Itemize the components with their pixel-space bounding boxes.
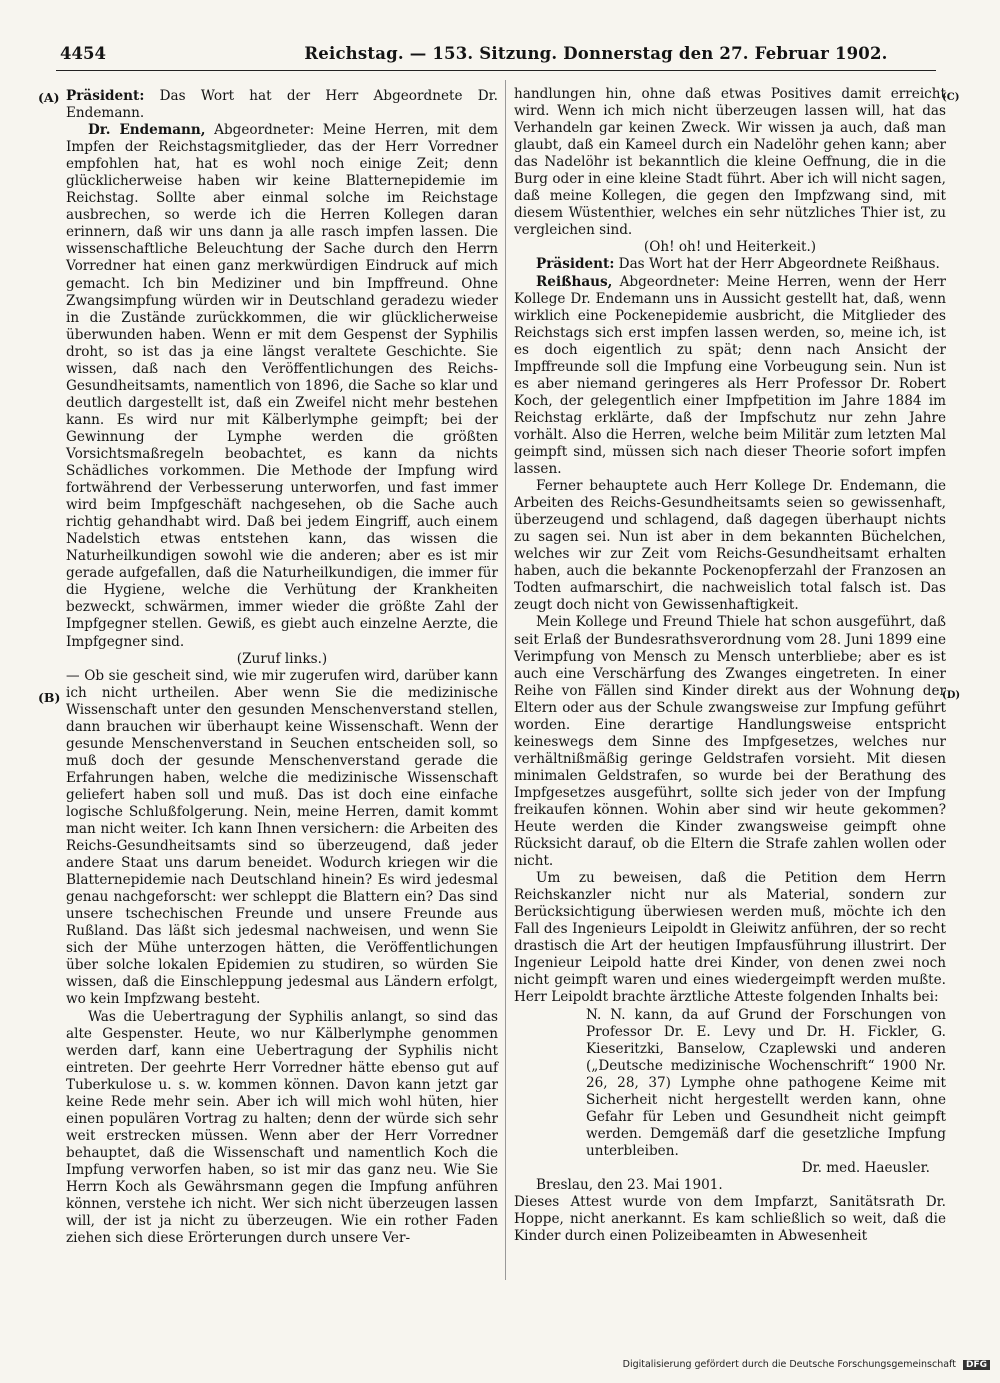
margin-mark-c: (C) [942, 92, 960, 103]
paragraph [66, 1009, 498, 1248]
paragraph [514, 86, 946, 239]
paragraph-text: Das Wort hat der Herr Abgeordnete Dr. Endemann. [66, 88, 498, 122]
paragraph-text: — Ob sie gescheit sind, wie mir zugerufen wird, darüber kann ich nicht urtheilen. Aber wenn Sie die medizinische Wissenschaft unter den gesunden Menschenverstand stellen, dann brauchen wir überhaupt keine Wissenschaft. Wenn der gesunde Menschenverstand in Seuchen entscheiden soll, so muß doch der gesunde Menschenverstand gerade die Erfahrungen haben, welche die medizinische Wissenschaft geliefert haben soll und muß. Das ist doch eine einfache logische Schlußfolgerung. Nein, meine Herren, damit kommt man nicht weiter. Ich kann Ihnen versichern: die Arbeiten des Reichs-Gesundheitsamts sind so überzeugend, daß jeder andere Staat uns darum beneidet. Wodurch kriegen wir die Blatternepidemie nach Deutschland hinein? Es wird jedesmal genau nachgeforscht: wer schleppt die Blattern ein? Das sind unsere tschechischen Freunde und unsere Freunde aus Rußland. Das läßt sich jedesmal nachweisen, und wenn Sie sich der Mühe unterzogen hätten, die Veröffentlichungen über solche lokalen Epidemien zu studiren, so würden Sie wissen, daß die Einschleppung jedesmal aus Ländern erfolgt, wo kein Impfzwang besteht. [66, 667, 498, 1008]
paragraph-text: Dieses Attest wurde von dem Impfarzt, Sanitätsrath Dr. Hoppe, nicht anerkannt. Es kam schließlich so weit, daß die Kinder durch einen Polizeibeamten in Abwesenheit [514, 1194, 946, 1245]
left-column [66, 88, 498, 1247]
paragraph-text: Was die Uebertragung der Syphilis anlangt, so sind das alte Gespenster. Heute, wo nur Kälberlymphe genommen werden darf, kann eine Uebertragung der Syphilis nicht eintreten. Der geehrte Herr Vorredner hätte ebenso gut auf Tuberkulose u. s. w. kommen können. Davon kann jetzt gar keine Rede mehr sein. Aber ich will mich wohl hüten, hier einen populären Vortrag zu halten; denn der würde sich sehr weit erstrecken müssen. Wenn aber der Herr Vorredner behauptet, daß die Wissenschaft und namentlich Koch die Impfung verworfen haben, so ist mir das ganz neu. Wie Sie Herrn Koch als Gewährsmann gegen die Impfung anführen können, verstehe ich nicht. Wer sich nicht überzeugen lassen will, der ist ja nicht zu überzeugen. Wie ein rother Faden ziehen sich diese Erörterungen durch unsere Ver- [66, 1008, 498, 1247]
right-column [514, 86, 946, 1245]
paragraph-text: (Oh! oh! und Heiterkeit.) [643, 239, 817, 256]
paragraph-text: Breslau, den 23. Mai 1901. [536, 1177, 723, 1193]
paragraph-text: handlungen hin, ohne daß etwas Positives damit erreicht wird. Wenn ich mich nicht überzeugen lassen will, hat das Verhandeln gar keinen Zweck. Wir wissen ja auch, daß man glaubt, daß ein Kameel durch ein Nadelöhr gehen kann; aber das Nadelöhr ist bekanntlich die kleine Oeffnung, die in die Burg oder in eine kleine Stadt führt. Aber ich will nicht sagen, daß meine Kollegen, die gegen den Impfzwang sind, mit diesem Wüstenthier, welches ein sehr nützliches Thier ist, zu vergleichen sind. [514, 86, 946, 239]
paragraph [66, 122, 498, 650]
speaker-name: Reißhaus, [536, 273, 613, 290]
page-number: 4454 [60, 44, 106, 63]
paragraph-text: Das Wort hat der Herr Abgeordnete Reißhaus. [614, 256, 940, 273]
dfg-logo: DFG [963, 1360, 990, 1370]
margin-mark-b: (B) [38, 690, 61, 705]
column-divider [505, 80, 506, 1280]
paragraph-text: Mein Kollege und Freund Thiele hat schon ausgeführt, daß seit Erlaß der Bundesrathsverordnung vom 28. Juni 1899 eine Verimpfung von Mensch zu Mensch unterbliebe; aber es ist auch eine Verschärfung des Zwanges eingetreten. In einer Reihe von Fällen sind Kinder direkt aus der Wohnung der Eltern oder aus der Schule zwangsweise zur Impfung geführt worden. Eine derartige Handlungsweise entspricht keineswegs dem Sinne des Impfgesetzes, welches nur verhältnißmäßig geringe Geldstrafen vorsieht. Mit diesen minimalen Geldstrafen, so wurde bei der Berathung des Impfgesetzes ausgeführt, sollte sich jeder von der Impfung freikaufen können. Wohin aber sind wir heute gekommen? Heute werden die Kinder zwangsweise geimpft ohne Rücksicht darauf, ob die Eltern die Strafe zahlen wollen oder nicht. [514, 614, 946, 870]
paragraph [514, 1194, 946, 1245]
paragraph [514, 478, 946, 614]
paragraph [514, 256, 946, 273]
paragraph [66, 651, 498, 668]
speaker-name: Präsident: [66, 88, 145, 104]
paragraph [66, 668, 498, 1009]
page-title: Reichstag. — 153. Sitzung. Donnerstag den 27. Februar 1902. [304, 44, 888, 63]
speaker-name: Präsident: [536, 256, 615, 273]
footer-text: Digitalisierung gefördert durch die Deutsche Forschungsgemeinschaft [622, 1359, 956, 1370]
paragraph [514, 870, 946, 1006]
speaker-name: Dr. Endemann, [88, 122, 206, 139]
paragraph-text: Abgeordneter: Meine Herren, wenn der Herr Kollege Dr. Endemann uns in Aussicht gestellt hat, daß, wenn wirklich eine Pockenepidemie ausbricht, die Mitglieder des Reichstags sich erst impfen lassen werden, so, meine ich, ist es doch eigentlich zu spät; denn nach Ansicht der Impffreunde soll die Impfung eine Vorbeugung sein. Nun ist es aber niemand geringeres als Herr Professor Dr. Robert Koch, der gelegentlich einer Impfpetition im Jahre 1884 im Reichstag erklärte, daß der Impfschutz nur zehn Jahre vorhält. Also die Herren, welche beim Militär zum letzten Mal geimpft sind, müssen sich nach dieser Theorie sofort impfen lassen. [514, 273, 946, 478]
footer-credit [620, 1359, 990, 1370]
margin-mark-a: (A) [38, 90, 60, 105]
page-header [56, 40, 936, 71]
paragraph [514, 239, 946, 256]
paragraph-text: Abgeordneter: Meine Herren, mit dem Impfen der Reichstagsmitglieder, das der Herr Vorredner empfohlen hat, hat es wohl noch einige Zeit; denn glücklicherweise haben wir keine Blatternepidemie im Reichstag. Sollte aber einmal solche im Reichstage ausbrechen, so werde ich die Herren Kollegen daran erinnern, daß wir uns dann ja alle rasch impfen lassen. Die wissenschaftliche Beleuchtung der Sache durch den Herrn Vorredner hat einen ganz merkwürdigen Eindruck auf mich gemacht. Ich bin Mediziner und bin Impffreund. Ohne Zwangsimpfung würden wir in Deutschland geradezu wieder in die Zustände zurückkommen, die wir glücklicherweise überwunden haben. Wenn er mit dem Gespenst der Syphilis droht, so ist das ja eine längst veraltete Geschichte. Sie wissen, daß nach den Veröffentlichungen des Reichs-Gesundheitsamts, namentlich von 1896, die Sache so klar und deutlich dargestellt ist, daß ein Zweifel nicht mehr bestehen kann. Es wird nur mit Kälberlymphe geimpft; bei der Gewinnung der Lymphe werden die größten Vorsichtsmaßregeln beobachtet, es kann da nichts Schädliches vorkommen. Die Methode der Impfung wird fortwährend der Verbesserung unterworfen, und fast immer wird beim Impfgeschäft nachgesehen, ob die Sache auch richtig gehandhabt wird. Daß bei jedem Eingriff, auch einem Nadelstich etwas entstehen kann, das wissen die Naturheilkundigen sowohl wie die anderen; aber es ist mir gerade aufgefallen, daß die Naturheilkundigen, die immer für die Hygiene, welche die Verhütung der Krankheiten bezweckt, schwärmen, immer wieder die größte Zahl der Impfgegner stellen. Gewiß, es giebt auch einzelne Aerzte, die Impfgegner sind. [66, 122, 498, 650]
paragraph-text: Dr. med. Haeusler. [801, 1159, 930, 1176]
paragraph [66, 88, 498, 122]
paragraph [514, 274, 946, 479]
margin-mark-d: (D) [942, 690, 961, 701]
paragraph [514, 614, 946, 870]
paragraph-text: Um zu beweisen, daß die Petition dem Herrn Reichskanzler nicht nur als Material, sondern zur Berücksichtigung überwiesen werden muß, möchte ich den Fall des Ingenieurs Leipoldt in Gleiwitz anführen, der so recht drastisch die Art der heutigen Impfausführung illustrirt. Der Ingenieur Leipold hatte drei Kinder, von denen zwei noch nicht geimpft waren und eines wiedergeimpft werden mußte. Herr Leipoldt brachte ärztliche Atteste folgenden Inhalts bei: [514, 870, 946, 1006]
paragraph-text: N. N. kann, da auf Grund der Forschungen von Professor Dr. E. Levy und Dr. H. Fickler, G. Kieseritzki, Banselow, Czaplewski und anderen („Deutsche medizinische Wochenschrift“ 1900 Nr. 26, 28, 37) Lymphe ohne pathogene Keime mit Sicherheit nicht hergestellt werden kann, ohne Gefahr für Leben und Gesundheit nicht geimpft werden. Demgemäß darf die gesetzliche Impfung unterbleiben. [586, 1006, 946, 1159]
paragraph-text: (Zuruf links.) [236, 650, 328, 667]
paragraph [514, 1007, 946, 1160]
paragraph [514, 1177, 946, 1194]
paragraph [514, 1160, 946, 1177]
paragraph-text: Ferner behauptete auch Herr Kollege Dr. Endemann, die Arbeiten des Reichs-Gesundheitsamts seien so gewissenhaft, überzeugend und schlagend, daß dagegen überhaupt nichts zu sagen sei. Nun ist aber in dem bekannten Büchelchen, welches wir zur Zeit vom Reichs-Gesundheitsamt erhalten haben, auch die bekannte Pockenopferzahl der Franzosen an Todten aufmarschirt, die nachweislich total falsch ist. Das zeugt doch nicht von Gewissenhaftigkeit. [514, 478, 946, 614]
